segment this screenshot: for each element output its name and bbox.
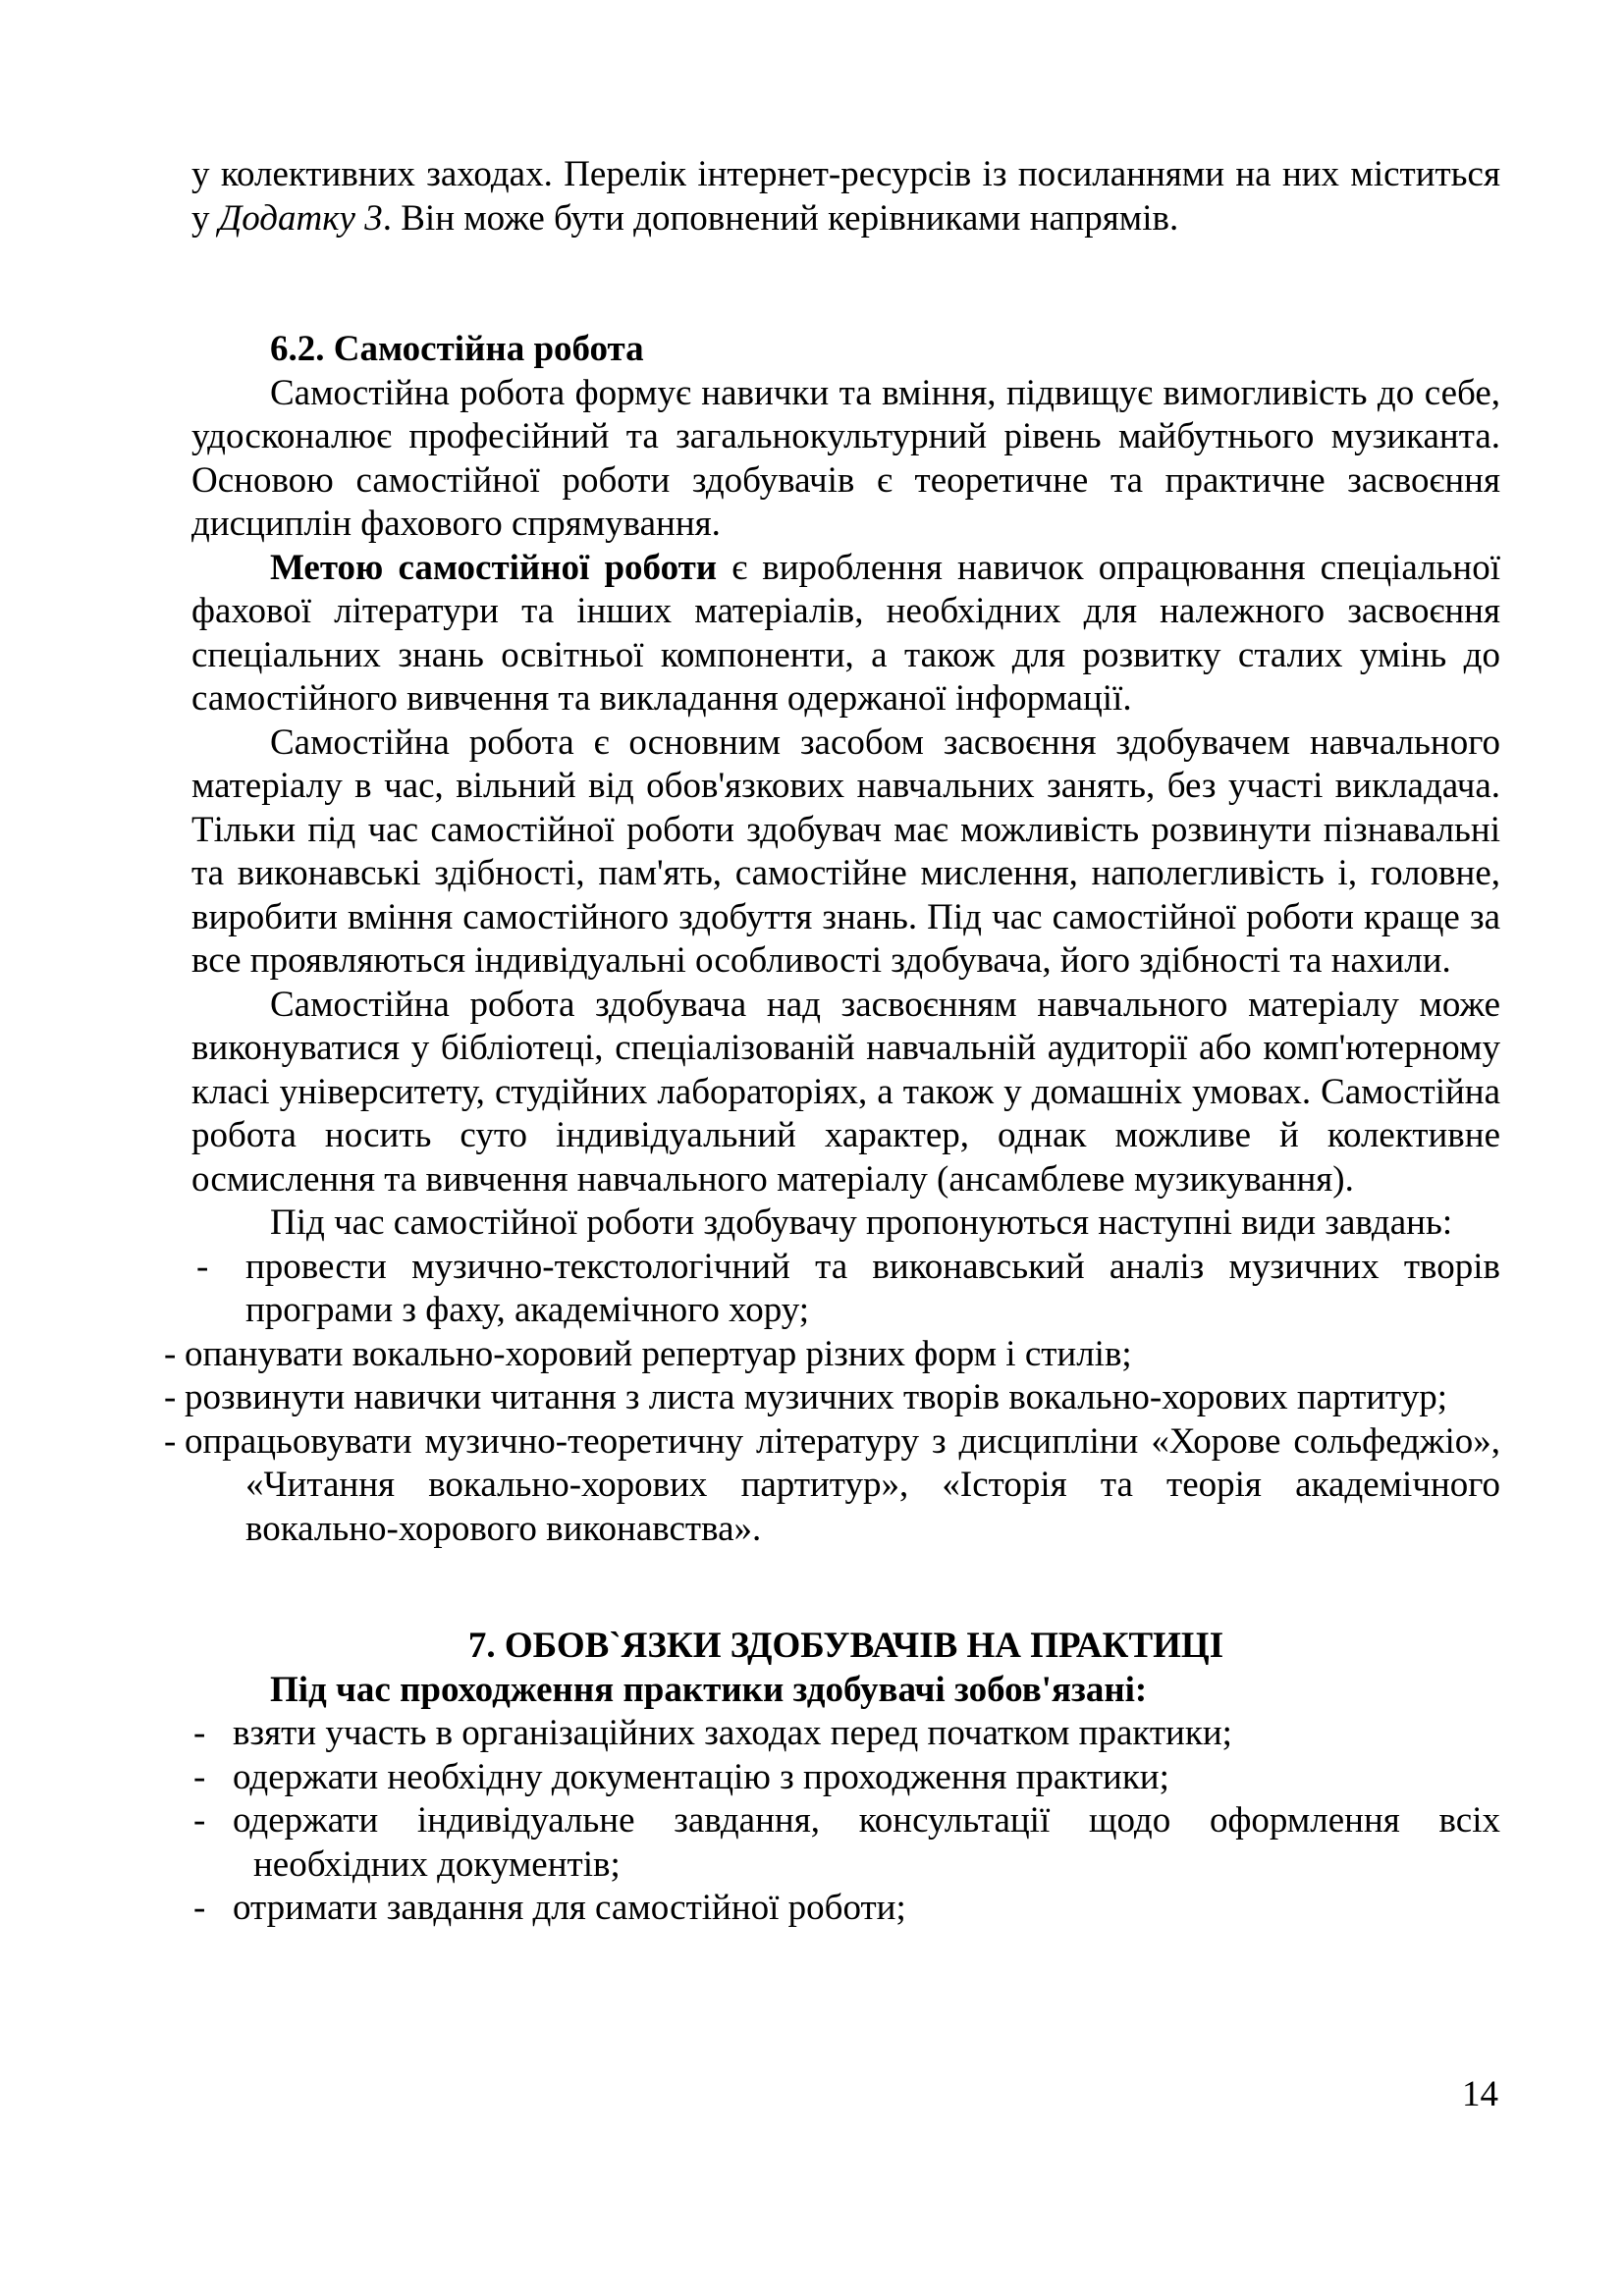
paragraph-independent-work-3: Самостійна робота є основним засобом засвоєння здобувачем навчального матеріалу в час, вільний від обов'язкових навчальних занять, без участі викладача. Тільки під час самостійної роботи здобувач має можливість розвинути пізнавальні та виконавські здібності, пам'ять, самостійне мислення, наполегливість і, головне, виробити вміння самостійного здобуття знань. Під час самостійної роботи краще за все проявляються індивідуальні особливості здобувача, його здібності та нахили. xyxy=(191,721,1500,981)
paragraph-intro-italic-reference: Додатку 3 xyxy=(218,197,383,239)
vertical-spacer xyxy=(191,1551,1500,1625)
paragraph-intro-part1: у колективних заходах. Перелік інтернет-ресурсів із посиланнями на них міститься у xyxy=(191,154,1500,239)
dash-marker: - xyxy=(193,1800,206,1841)
paragraph-2-rest: є вироблення навичок опрацювання спеціальної фахової літератури та інших матеріалів, необхідних для належного засвоєння спеціальних знань освітньої компоненти, а також для розвитку сталих умінь до самостійного вивчення та викладання одержаної інформації. xyxy=(191,547,1500,719)
paragraph-independent-work-2 xyxy=(191,547,1500,721)
duty-item-text: одержати індивідуальне завдання, консультації щодо оформлення всіх необхідних документів; xyxy=(233,1800,1500,1885)
duty-item-text: одержати необхідну документацію з проходження практики; xyxy=(233,1756,1169,1797)
paragraph-task-types-lead: Під час самостійної роботи здобувачу пропонуються наступні види завдань: xyxy=(270,1202,1453,1243)
vertical-spacer xyxy=(191,240,1500,328)
paragraph-2-bold-lead: Метою самостійної роботи xyxy=(270,547,718,588)
dash-marker: - xyxy=(164,1333,177,1374)
dash-marker: - xyxy=(164,1420,177,1462)
dash-marker: - xyxy=(193,1713,206,1753)
paragraph-intro-part2: . Він може бути доповнений керівниками напрямів. xyxy=(382,197,1179,239)
dash-marker: - xyxy=(193,1756,206,1797)
task-item-text: розвинути навички читання з листа музичних творів вокально-хорових партитур; xyxy=(185,1377,1448,1417)
section-heading-7: 7. ОБОВ`ЯЗКИ ЗДОБУВАЧІВ НА ПРАКТИЦІ xyxy=(467,1626,1224,1666)
duty-list-item-4 xyxy=(193,1887,1500,1931)
task-list-item-2 xyxy=(164,1333,1500,1377)
page-content xyxy=(164,153,1500,1931)
dash-marker: - xyxy=(164,1377,177,1417)
paragraph-duties-lead: Під час проходження практики здобувачі зобов'язані: xyxy=(270,1669,1148,1710)
task-item-text: опрацьовувати музично-теоретичну літературу з дисципліни «Хорове сольфеджіо», «Читання вокально-хорових партитур», «Історія та теорія академічного вокально-хорового виконавства». xyxy=(185,1420,1500,1549)
task-list-item-4 xyxy=(164,1420,1500,1552)
duty-item-text: отримати завдання для самостійної роботи; xyxy=(233,1888,906,1928)
duty-list-item-3 xyxy=(193,1799,1500,1887)
paragraph-independent-work-4: Самостійна робота здобувача над засвоєнням навчального матеріалу може виконуватися у бібліотеці, спеціалізованій навчальній аудиторії або комп'ютерному класі університету, студійних лабораторіях, а також у домашніх умовах. Самостійна робота носить суто індивідуальний характер, однак можливе й колективне осмислення та вивчення навчального матеріалу (ансамблеве музикування). xyxy=(191,984,1500,1200)
paragraph-intro xyxy=(191,153,1500,240)
task-list-item-1 xyxy=(196,1246,1500,1333)
paragraph-independent-work-1: Самостійна робота формує навички та вміння, підвищує вимогливість до себе, удосконалює професійний та загальнокультурний рівень майбутнього музиканта. Основою самостійної роботи здобувачів є теоретичне та практичне засвоєння дисциплін фахового спрямування. xyxy=(191,372,1500,544)
dash-marker: - xyxy=(193,1888,206,1928)
dash-marker: - xyxy=(196,1246,209,1287)
page-number: 14 xyxy=(1462,2074,1498,2114)
duty-item-text: взяти участь в організаційних заходах перед початком практики; xyxy=(233,1713,1232,1753)
task-list-item-3 xyxy=(164,1376,1500,1420)
task-item-text: провести музично-текстологічний та виконавський аналіз музичних творів програми з фаху, академічного хору; xyxy=(245,1246,1500,1330)
section-heading-6-2: 6.2. Самостійна робота xyxy=(270,329,644,369)
duty-list-item-1 xyxy=(193,1712,1500,1756)
task-item-text: опанувати вокально-хоровий репертуар різних форм і стилів; xyxy=(185,1333,1132,1374)
duty-list-item-2 xyxy=(193,1756,1500,1800)
